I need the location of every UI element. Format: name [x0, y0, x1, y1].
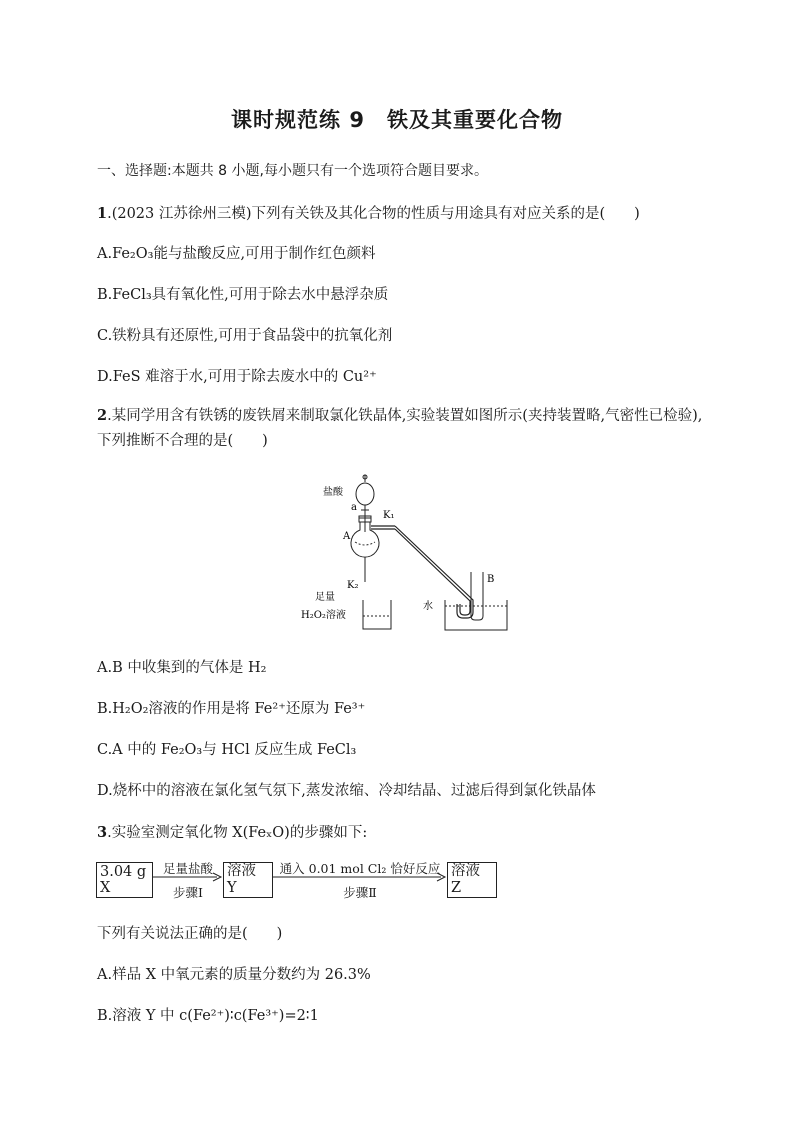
question-3-text: .实验室测定氧化物 X(FeₓO)的步骤如下: [107, 825, 368, 841]
question-1-option-d: D.FeS 难溶于水,可用于除去废水中的 Cu²⁺ [97, 369, 377, 385]
step-1-arrow [153, 872, 223, 882]
question-3-stem [97, 824, 707, 842]
question-2-stem [97, 403, 707, 455]
step-1-label: 步骤Ⅰ [173, 885, 203, 900]
question-1-option-c: C.铁粉具有还原性,可用于食品袋中的抗氧化剂 [97, 328, 393, 344]
label-hcl: 盐酸 [323, 487, 343, 498]
separatory-funnel [356, 475, 374, 532]
step-1-reagent: 足量盐酸 [162, 861, 213, 876]
question-3-option-b: B.溶液 Y 中 c(Fe²⁺)∶c(Fe³⁺)=2∶1 [97, 1008, 319, 1024]
label-flask-a: A [343, 531, 351, 542]
question-1-option-b: B.FeCl₃具有氧化性,可用于除去水中悬浮杂质 [97, 287, 389, 303]
section-heading: 一、选择题:本题共 8 小题,每小题只有一个选项符合题目要求。 [97, 163, 488, 179]
question-2-option-c: C.A 中的 Fe₂O₃与 HCl 反应生成 FeCl₃ [97, 742, 357, 758]
question-2-number: 2 [97, 407, 108, 424]
question-1-text: .(2023 江苏徐州三模)下列有关铁及其化合物的性质与用途具有对应关系的是( ) [107, 206, 640, 222]
question-2-option-a: A.B 中收集到的气体是 H₂ [97, 660, 267, 676]
question-2-option-b: B.H₂O₂溶液的作用是将 Fe²⁺还原为 Fe³⁺ [97, 701, 366, 717]
label-k1: K₁ [383, 510, 395, 521]
label-excess: 足量 [315, 592, 335, 603]
step-2-arrow [273, 872, 447, 882]
question-1-option-a: A.Fe₂O₃能与盐酸反应,可用于制作红色颜料 [97, 246, 376, 262]
flow-box-y: 溶液 Y [223, 862, 273, 898]
label-h2o2: H₂O₂溶液 [301, 610, 346, 621]
step-2-reagent: 通入 0.01 mol Cl₂ 恰好反应 [279, 861, 441, 876]
beaker [363, 600, 391, 629]
label-a: a [351, 502, 357, 513]
question-2-text: .某同学用含有铁锈的废铁屑来制取氯化铁晶体,实验装置如图所示(夹持装置略,气密性已检验),下列推断不合理的是( ) [97, 408, 703, 450]
question-3-option-a: A.样品 X 中氧元素的质量分数约为 26.3% [97, 967, 371, 983]
step-2-label: 步骤Ⅱ [343, 885, 377, 900]
question-3-prompt: 下列有关说法正确的是( ) [97, 926, 283, 942]
apparatus-figure [295, 472, 515, 642]
water-trough [445, 600, 507, 630]
flow-box-z: 溶液 Z [447, 862, 497, 898]
question-2-option-d: D.烧杯中的溶液在氯化氢气氛下,蒸发浓缩、冷却结晶、过滤后得到氯化铁晶体 [97, 783, 596, 799]
delivery-tube [371, 526, 473, 618]
label-water: 水 [423, 601, 433, 612]
question-1-number: 1 [97, 205, 108, 222]
label-k2: K₂ [347, 580, 359, 591]
question-1-stem [97, 205, 707, 223]
flow-box-x: 3.04 g X [96, 862, 153, 898]
page-title: 课时规范练 9 铁及其重要化合物 [231, 108, 563, 132]
label-tube-b: B [487, 574, 495, 585]
question-3-number: 3 [97, 824, 108, 841]
